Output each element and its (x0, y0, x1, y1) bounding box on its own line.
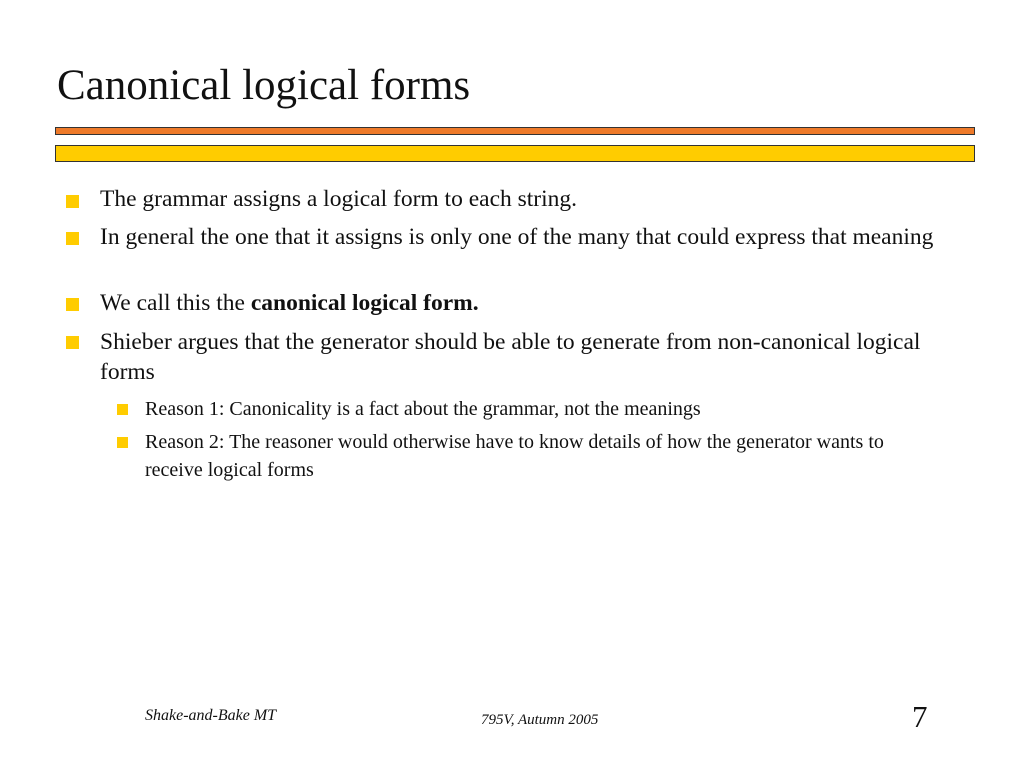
bullet-marker-4 (66, 336, 79, 349)
bullet-marker-1 (66, 195, 79, 208)
bullet-4-text: Shieber argues that the generator should be able to generate from non-canonical logical forms (100, 329, 921, 385)
bullet-marker-2 (66, 232, 79, 245)
subbullet-marker-1 (117, 404, 128, 415)
bullet-1-text: The grammar assigns a logical form to each string. (100, 186, 578, 212)
bullet-3-bold-text: canonical logical form. (250, 290, 479, 316)
subbullet-1-text: Reason 1: Canonicality is a fact about the grammar, not the meanings (145, 398, 701, 420)
subbullet-marker-2 (117, 437, 128, 448)
footer-left: Shake-and-Bake MT (145, 707, 277, 724)
subbullet-2-text: Reason 2: The reasoner would otherwise have to know details of how the generator wants to receive logical forms (145, 431, 884, 481)
footer-center: 795V, Autumn 2005 (481, 712, 599, 728)
page-number: 7 (912, 699, 928, 734)
bullet-marker-3 (66, 298, 79, 311)
bullet-3-text (100, 288, 950, 318)
bullet-2-text: In general the one that it assigns is only one of the many that could express that meaning (100, 224, 934, 250)
bullet-3-plain-text: We call this the (100, 290, 251, 316)
slide-title: Canonical logical forms (57, 62, 471, 109)
